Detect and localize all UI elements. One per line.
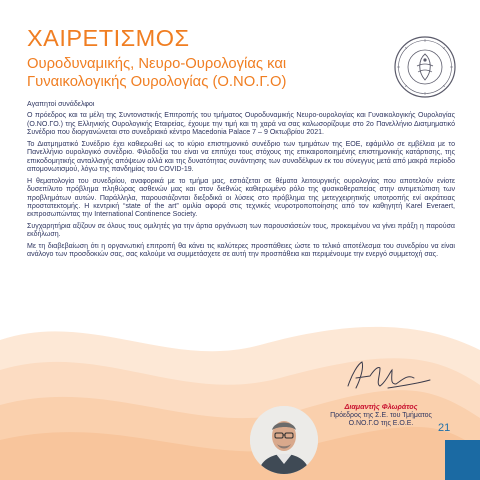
letter-paragraph: Συγχαρητήρια αξίζουν σε όλους τους ομιλητές για την άρτια οργάνωση των παρουσιάσεών τους, προκειμένου να γίνει πράξη η παρούσα εκδήλωση.: [27, 222, 455, 239]
signatory-role: Ο.ΝΟ.Γ.Ο της Ε.Ο.Ε.: [348, 420, 414, 427]
society-seal-icon: [394, 36, 456, 98]
subtitle-line: Ουροδυναμικής, Νευρο-Ουρολογίας και: [27, 56, 287, 72]
signatory-block: [306, 403, 456, 429]
signatory-role: Πρόεδρος της Σ.Ε. του Τμήματος: [330, 411, 432, 419]
subtitle-line: Γυναικολογικής Ουρολογίας (Ο.ΝΟ.Γ.Ο): [27, 74, 287, 90]
page-subtitle: [27, 55, 387, 91]
letter-paragraph: Το Διατμηματικό Συνέδριο έχει καθιερωθεί ως το κύριο επιστημονικό συνέδριο των τμημάτων της ΕΟΕ, εφάμιλλο σε εμβέλεια με το Πανελλήνιο ουρολογικό συνέδριο. Φιλοδοξία του είναι να επιτύχει τους στόχους της επικαιροποιημένης επιστημονικής κατάρτισης, της επικοδομητικής ανταλλαγής απόψεων αλλά και της δυνατότητας συνάντησης των συναδέλφων εκ του σύνεγγυς μετά από μακρά περίοδο απομονωτισμού, λόγω της πανδημίας του COVID-19.: [27, 140, 455, 174]
corner-accent-bar: [445, 440, 480, 480]
signatory-name: Διαμαντής Φλωράτος: [344, 402, 418, 411]
handwritten-signature: [330, 356, 440, 396]
letter-paragraph: Ο πρόεδρος και τα μέλη της Συντονιστικής Επιτροπής του τμήματος Ουροδυναμικής Νευρο-ουρολογίας και Γυναικολογικής Ουρολογίας (Ο.ΝΟ.ΓΟ.) της Ελληνικής Ουρολογικής Εταιρείας, έχουμε την τιμή και τη χαρά να σας καλωσορίζουμε στο 2ο Πανελλήνιο Διατμηματικό Συνέδριο που διοργανώνεται στο συνεδριακό κέντρο Macedonia Palace 7 – 9 Οκτωβρίου 2021.: [27, 112, 455, 137]
page-title: ΧΑΙΡΕΤΙΣΜΟΣ: [27, 25, 190, 51]
page-number: 21: [438, 422, 451, 434]
letter-paragraph: Η θεματολογία του συνεδρίου, αναφορικά με το τμήμα μας, εστιάζεται σε θέματα λειτουργικής ουρολογίας που αποτελούν ενίοτε δυσεπίλυτο πρόβλημα πληθώρας ασθενών μας και στον διεθνώς καθιερωμένο ρόλο της φυσικοθεραπείας στην αντιμετώπιση των προβλημάτων αυτών. Παράλληλα, παρουσιάζονται διεξοδικά οι λύσεις στο πρόβλημα της μετεγχειρητικής υποτροπής ενί ακράτειας προστατεκτομής. Η κεντρική “state of the art” ομιλία αφορά στις τεχνικές νευροτροποποίησης από τον καθηγητή Karel Everaert, εκπροσωπώντας την International Continence Society.: [27, 177, 455, 219]
letter-body: [27, 101, 455, 263]
greeting: Αγαπητοί συνάδελφοι: [27, 101, 95, 108]
letter-paragraph: Με τη διαβεβαίωση ότι η οργανωτική επιτροπή θα κάνει τις καλύτερες προσπάθειες ώστε το τελικό αποτέλεσμα του συνεδρίου να είναι ανάλογο των προσδοκιών σας, σας καλούμε να συμμετάσχετε σε αυτή την προσπάθεια και περιμένουμε την ενεργό συμμετοχή σας.: [27, 242, 455, 259]
